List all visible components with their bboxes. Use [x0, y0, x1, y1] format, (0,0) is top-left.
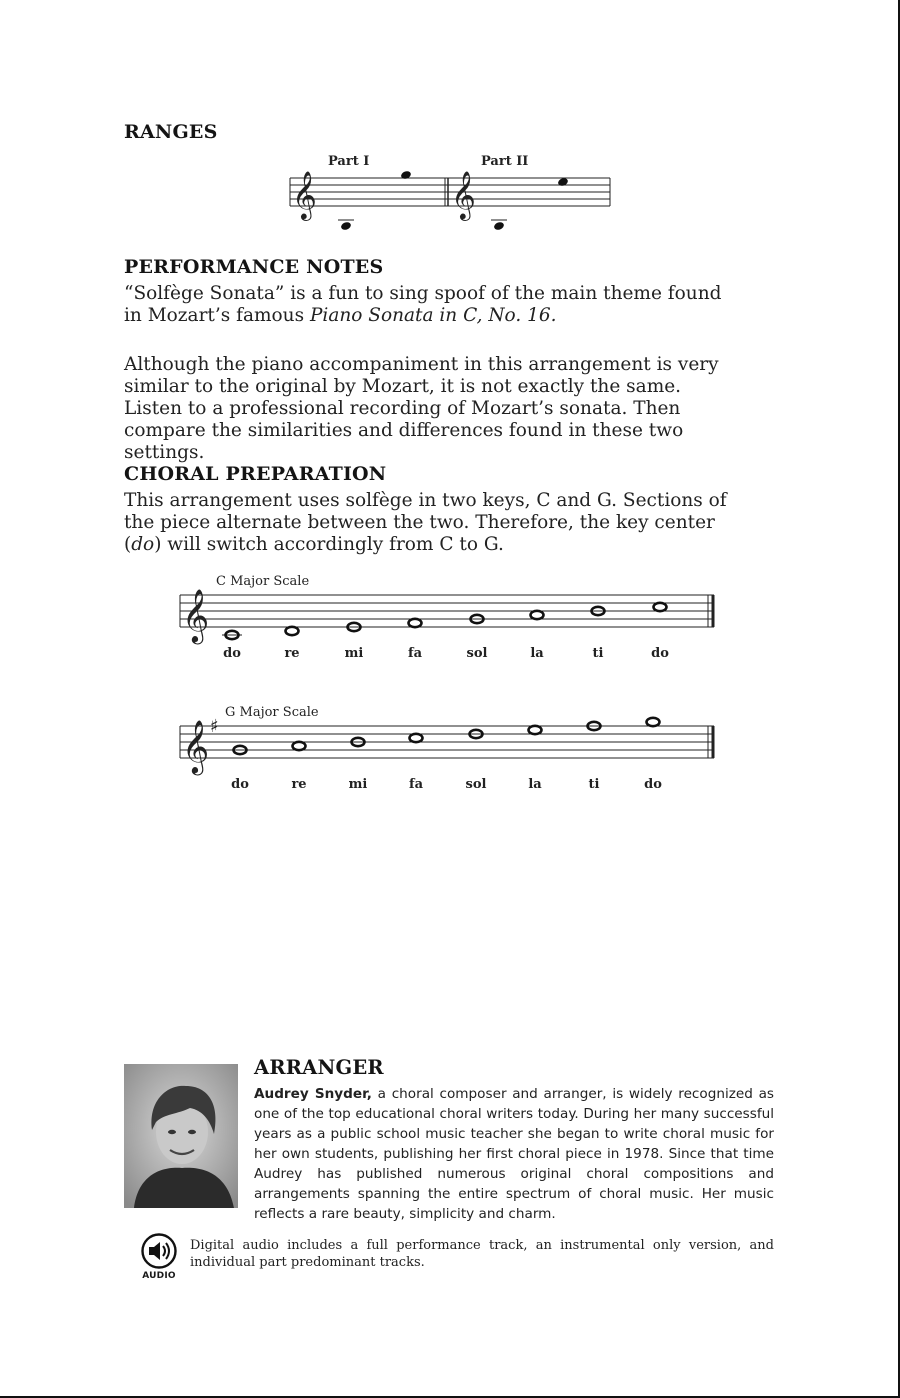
g-syllable-7: ti: [588, 777, 600, 792]
c-scale-title: C Major Scale: [216, 574, 310, 589]
c-scale-note-8: [654, 603, 667, 611]
c-syllable-4: fa: [407, 646, 423, 661]
c-syllable-5: sol: [466, 646, 488, 661]
part2-low-note: [493, 221, 505, 231]
g-scale-syllables: [231, 777, 662, 792]
c-syllable-3: mi: [344, 646, 364, 661]
arranger-name: Audrey Snyder,: [254, 1086, 372, 1102]
treble-clef-icon-1: 𝄞: [292, 170, 317, 219]
audio-badge: [140, 1233, 178, 1285]
g-scale-note-4: [410, 734, 423, 742]
treble-clef-icon-g: 𝄞: [182, 719, 210, 773]
g-syllable-5: sol: [465, 777, 487, 792]
g-scale-note-2: [293, 742, 306, 750]
part1-high-note: [400, 170, 412, 180]
ranges-staff: [280, 148, 620, 248]
performance-notes-p1-text: “Solfège Sonata” is a fun to sing spoof of the main theme found in Mozart’s famous: [124, 283, 722, 326]
g-syllable-4: fa: [408, 777, 424, 792]
c-scale-syllables: [223, 646, 669, 661]
c-major-scale-staff: [170, 568, 730, 668]
arranger-bio-text: a choral composer and arranger, is widely recognized as one of the top educational choral writers today. During her many successful years as a public school music teacher she began to write choral music for her own students, publishing her first choral piece in 1978. Since that time Audrey has published numerous original choral compositions and arrangements spanning the entire spectrum of choral music. Her music reflects a rare beauty, simplicity and charm.: [254, 1086, 774, 1222]
speaker-icon: [140, 1233, 178, 1269]
g-scale-note-6: [529, 726, 542, 734]
c-syllable-7: ti: [592, 646, 604, 661]
part1-label: Part I: [328, 154, 370, 169]
audio-description: Digital audio includes a full performance track, an instrumental only version, and individual part predominant tracks.: [190, 1238, 774, 1270]
g-syllable-2: re: [291, 777, 307, 792]
piano-sonata-title: Piano Sonata in C, No. 16.: [309, 305, 557, 326]
arranger-heading: ARRANGER: [254, 1056, 384, 1079]
sharp-icon: ♯: [210, 716, 219, 737]
c-syllable-1: do: [223, 646, 241, 661]
audio-icon-label: AUDIO: [142, 1271, 176, 1281]
treble-clef-icon-2: 𝄞: [451, 170, 476, 219]
c-scale-note-4: [409, 619, 422, 627]
c-syllable-8: do: [651, 646, 669, 661]
choral-preparation-paragraph: [124, 490, 744, 556]
part2-label: Part II: [481, 154, 529, 169]
g-scale-title: G Major Scale: [225, 705, 319, 720]
c-scale-note-6: [531, 611, 544, 619]
performance-notes-paragraph-2: Although the piano accompaniment in this arrangement is very similar to the original by Mozart, it is not exactly the same. Listen to a professional recording of Mozart’s sonata. Then compare the similarities and differences found in these two settings.: [124, 354, 719, 463]
g-major-scale-staff: [170, 699, 730, 799]
g-syllable-1: do: [231, 777, 249, 792]
g-syllable-8: do: [644, 777, 662, 792]
g-syllable-3: mi: [348, 777, 368, 792]
c-syllable-2: re: [284, 646, 300, 661]
choral-prep-italic-do: do: [131, 534, 155, 555]
c-scale-notes: [226, 603, 667, 639]
choral-prep-text-a: This arrangement uses solfège in two keys, C and G. Sections of the piece alternate between the two. Therefore, the key center (: [124, 490, 727, 555]
choral-prep-text-b: ) will switch accordingly from C to G.: [154, 534, 504, 555]
choral-preparation-heading: CHORAL PREPARATION: [124, 463, 387, 485]
performance-notes-paragraph-1: [124, 283, 744, 327]
c-syllable-6: la: [530, 646, 544, 661]
part1-low-note: [340, 221, 352, 231]
c-scale-note-2: [286, 627, 299, 635]
g-scale-note-8: [647, 718, 660, 726]
treble-clef-icon-c: 𝄞: [182, 588, 210, 642]
arranger-bio: [254, 1084, 774, 1224]
performance-notes-heading: PERFORMANCE NOTES: [124, 256, 384, 278]
g-syllable-6: la: [528, 777, 542, 792]
ranges-heading: RANGES: [124, 121, 218, 143]
g-scale-notes: [234, 718, 660, 754]
arranger-photo: [124, 1064, 238, 1208]
